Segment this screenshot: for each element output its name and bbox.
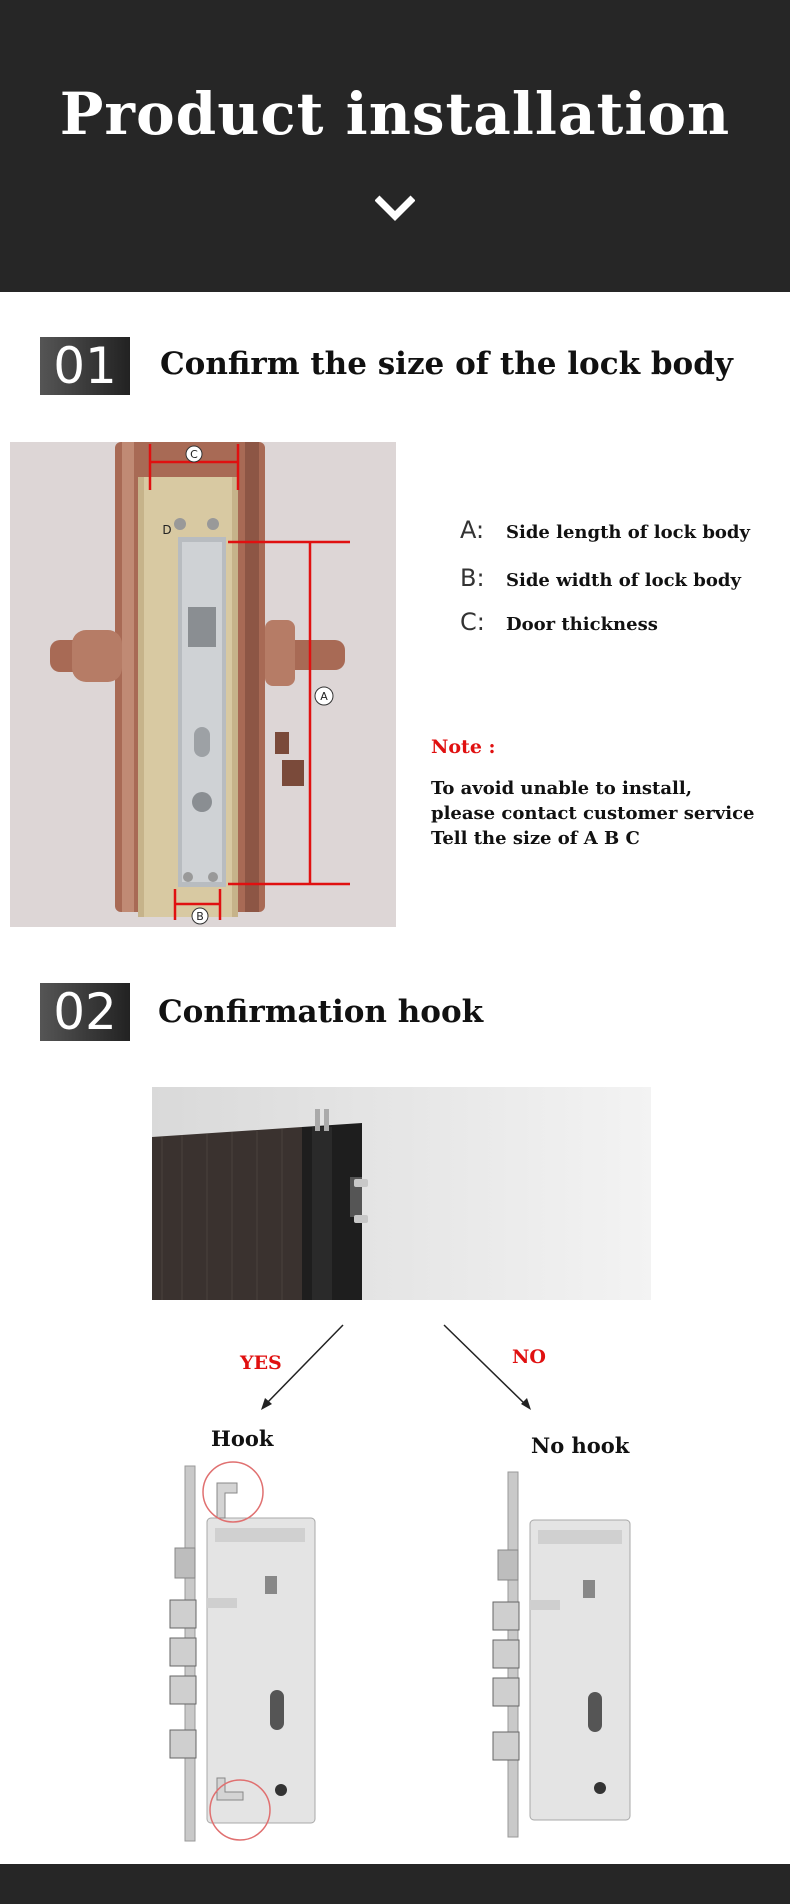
legend-text: Side width of lock body [506,570,741,591]
dimension-label-b: B [196,910,204,923]
footer-bar [0,1864,790,1904]
note-label: Note : [431,736,496,758]
legend-letter: A: [460,516,485,544]
legend-text: Side length of lock body [506,522,750,543]
step-title: Confirmation hook [158,994,484,1030]
step-number-badge: 02 [40,983,130,1041]
legend-letter: C: [460,608,485,636]
legend-item-a [460,516,750,544]
header-banner [0,0,790,292]
step-title: Confirm the size of the lock body [160,346,733,382]
door-edge-image [152,1087,651,1300]
note-line: Tell the size of A B C [431,828,640,849]
lock-body-diagram [10,442,396,927]
page-title: Product installation [59,80,731,148]
hook-label: Hook [211,1426,274,1451]
legend-item-c [460,608,658,636]
note-line: To avoid unable to install, [431,778,692,799]
lock-without-hook-image [488,1470,648,1840]
legend-letter: B: [460,564,485,592]
no-label: NO [512,1346,546,1368]
legend-item-b [460,564,741,592]
dimension-label-d: D [162,523,172,537]
step-number-badge: 01 [40,337,130,395]
dimension-label-c: C [190,448,198,461]
note-line: please contact customer service [431,803,755,824]
yes-label: YES [240,1352,282,1374]
chevron-down-icon [375,192,415,224]
no-hook-label: No hook [531,1433,630,1458]
dimension-label-a: A [320,690,328,703]
legend-text: Door thickness [506,614,658,635]
lock-with-hook-image [165,1458,325,1848]
